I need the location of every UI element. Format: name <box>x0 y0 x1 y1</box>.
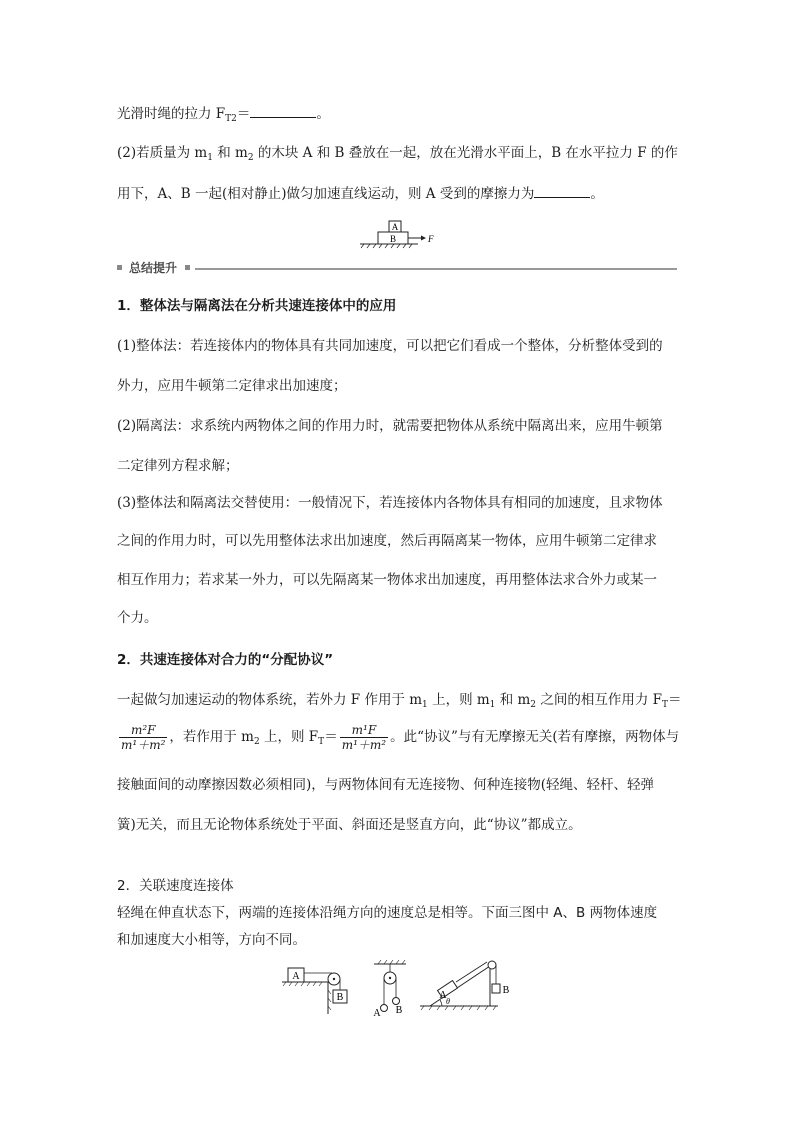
sec2-text: 上，则 m <box>427 692 490 708</box>
summary-bar <box>117 258 677 278</box>
answer-blank-2[interactable] <box>534 183 590 198</box>
q2-sub-1: 1 <box>207 153 213 163</box>
sec2-text: ＝ <box>324 729 338 745</box>
sub: 2 <box>530 700 537 710</box>
summary-title: 总结提升 <box>129 261 178 275</box>
paragraph-line: 之间的作用力时，可以先用整体法求出加速度，然后再隔离某一物体，应用牛顿第二定律求 <box>117 533 657 549</box>
sec2-text: 之间的相互作用力 F <box>536 692 662 708</box>
q1-eq: ＝ <box>236 106 251 122</box>
q2-line-2 <box>117 183 604 204</box>
q1-sub: T2 <box>225 114 237 124</box>
hanging-pulley-diagram <box>373 960 406 1019</box>
paragraph-line: (1)整体法：若连接体内的物体具有共同加速度，可以把它们看成一个整体，分析整体受到的 <box>117 338 663 354</box>
stacked-blocks-figure <box>358 216 438 250</box>
q1-text: 光滑时绳的拉力 F <box>117 106 226 122</box>
paragraph-line: 轻绳在伸直状态下，两端的连接体沿绳方向的速度总是相等。下面三图中 A、B 两物体速度 <box>117 905 658 921</box>
q2-line-1 <box>117 143 678 168</box>
table-pulley-diagram <box>282 968 347 1014</box>
paragraph-line: 簧)无关，而且无论物体系统处于平面、斜面还是竖直方向，此“协议”都成立。 <box>117 817 582 833</box>
q1-end: 。 <box>316 106 330 122</box>
label-b: B <box>336 992 344 1003</box>
paragraph-line: 接触面间的动摩擦因数必须相同)，与两物体间有无连接物、何种连接物(轻绳、轻杆、轻弹 <box>117 777 655 793</box>
paragraph-line: 相互作用力；若求某一外力，可以先隔离某一物体求出加速度，再用整体法求合外力或某一 <box>117 572 657 588</box>
label-b: B <box>502 985 510 996</box>
label-b: B <box>389 234 397 244</box>
label-a: A <box>373 1008 381 1019</box>
section-2-heading: 2．共速连接体对合力的“分配协议” <box>117 652 334 668</box>
square-icon <box>185 265 190 270</box>
sec2-text: 上，则 F <box>259 729 319 745</box>
section-3-heading: 2．关联速度连接体 <box>117 878 234 894</box>
sec2-text: ＝ <box>668 692 682 708</box>
section-1-heading: 1．整体法与隔离法在分析共速连接体中的应用 <box>117 298 397 314</box>
sub: 1 <box>489 700 496 710</box>
fraction-denominator: m¹＋m² <box>341 738 387 752</box>
fraction-denominator: m¹＋m² <box>121 738 166 752</box>
fraction-numerator: m¹F <box>340 723 388 738</box>
paragraph-line: 个力。 <box>117 610 158 626</box>
q2-sub-2: 2 <box>247 153 254 163</box>
square-icon <box>117 265 122 270</box>
answer-blank-1[interactable] <box>250 103 316 118</box>
label-theta: θ <box>446 997 450 1006</box>
sec2-text: 。此“协议”与有无摩擦无关(若有摩擦，两物体与 <box>390 729 680 745</box>
sub: T <box>661 700 668 710</box>
sub: 1 <box>422 700 428 710</box>
label-a: A <box>292 971 300 982</box>
fraction-2 <box>340 723 388 752</box>
paragraph-line: 二定律列方程求解； <box>117 458 239 474</box>
q2-text-a: (2)若质量为 m <box>117 145 208 161</box>
incline-pulley-diagram <box>420 961 510 1010</box>
pulley-figures <box>280 960 520 1020</box>
fraction-1 <box>119 723 167 752</box>
q2-text-c: 的木块 A 和 B 叠放在一起，放在光滑水平面上，B 在水平拉力 F 的作 <box>253 145 678 161</box>
q2-text-d: 用下，A、B 一起(相对静止)做匀加速直线运动，则 A 受到的摩擦力为 <box>117 186 535 202</box>
sub: 2 <box>253 737 260 747</box>
paragraph-line: (3)整体法和隔离法交替使用：一般情况下，若连接体内各物体具有相同的加速度，且求物体 <box>117 495 663 511</box>
paragraph-line: (2)隔离法：求系统内两物体之间的作用力时，就需要把物体从系统中隔离出来，应用牛顿第 <box>117 418 663 434</box>
q1-tail-line <box>117 103 330 129</box>
label-f: F <box>428 234 434 244</box>
label-a: A <box>391 222 399 232</box>
sec2-line-1 <box>117 690 682 715</box>
sec2-text: 和 m <box>495 692 531 708</box>
label-a: A <box>439 990 447 1001</box>
q2-end: 。 <box>590 186 604 202</box>
sub: T <box>318 737 325 747</box>
sec2-text: ，若作用于 m <box>169 729 254 745</box>
label-b: B <box>395 1005 403 1016</box>
fraction-numerator: m²F <box>119 723 167 738</box>
paragraph-line: 外力，应用牛顿第二定律求出加速度； <box>117 378 347 394</box>
sec2-text: 一起做匀加速运动的物体系统，若外力 F 作用于 m <box>117 692 423 708</box>
divider <box>195 268 677 270</box>
paragraph-line: 和加速度大小相等，方向不同。 <box>117 932 306 948</box>
sec2-line-2 <box>117 722 679 757</box>
q2-text-b: 和 m <box>212 145 248 161</box>
